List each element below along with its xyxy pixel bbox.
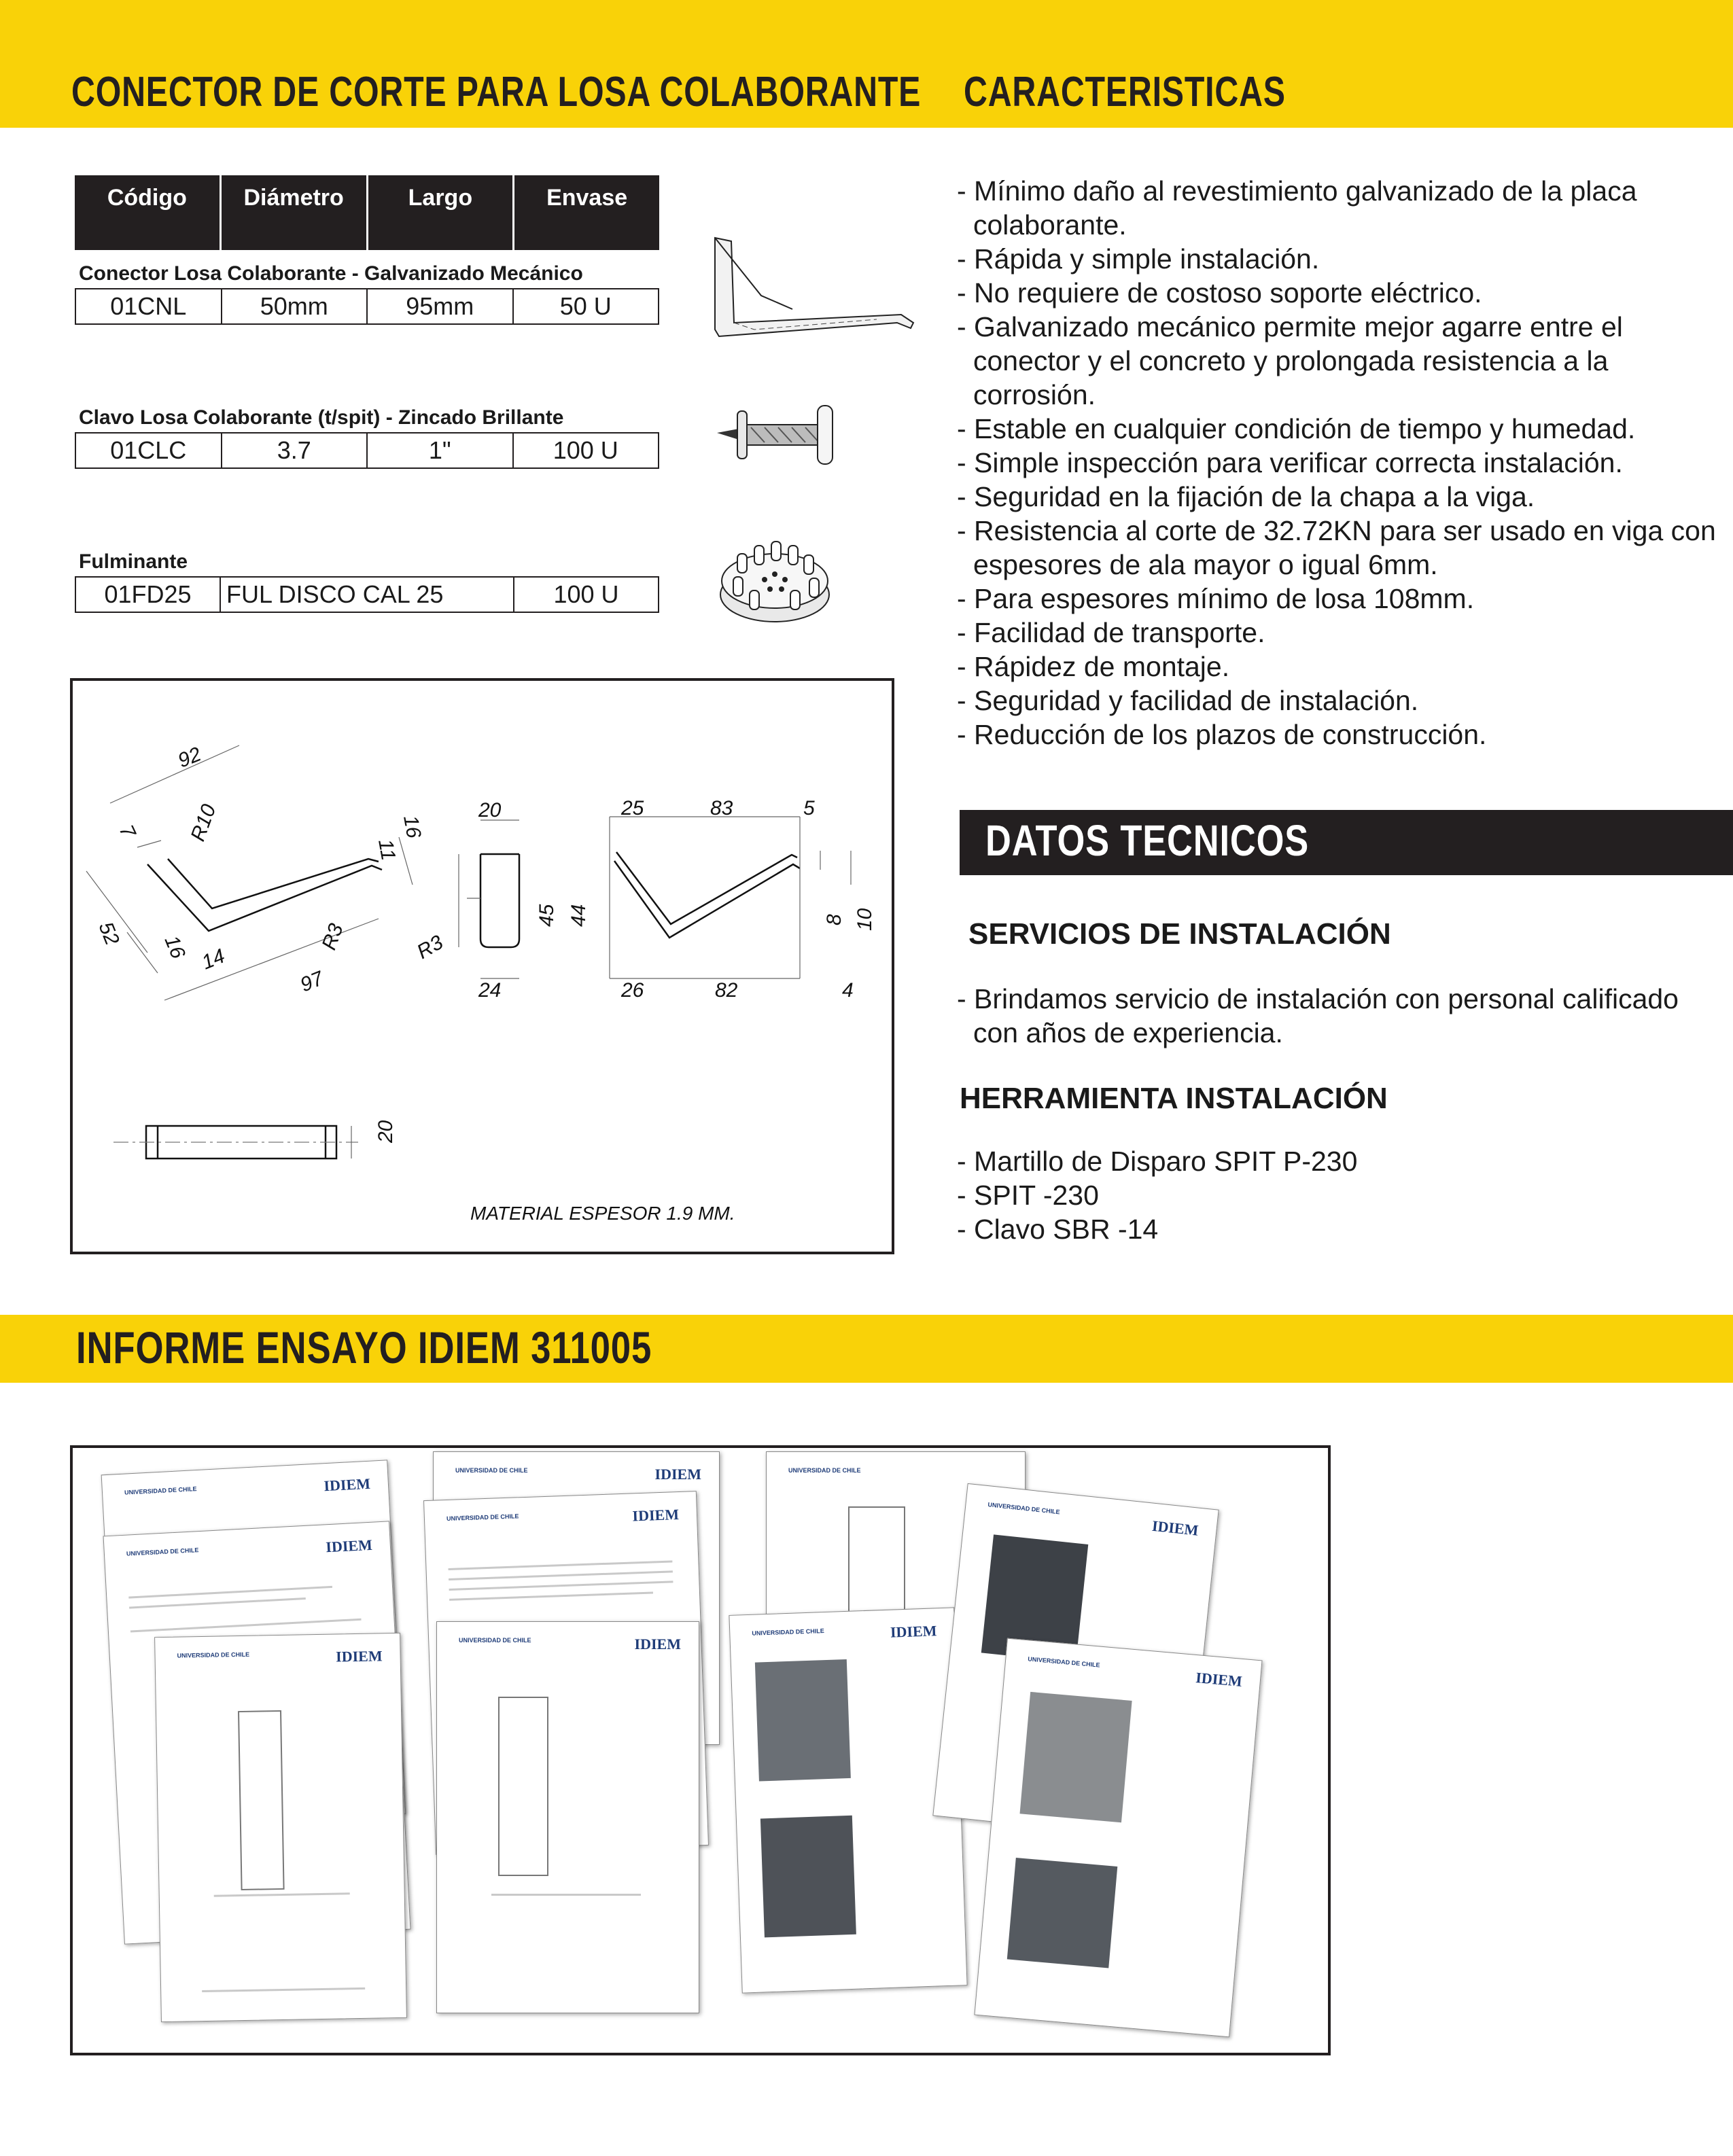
- connector-elevation-view: [614, 852, 800, 938]
- dim-label: 20: [374, 1120, 397, 1143]
- list-item: - Seguridad en la fijación de la chapa a la viga.: [957, 481, 1535, 512]
- dim-label: 92: [175, 743, 205, 773]
- fulminante-disc-image: [717, 527, 833, 629]
- services-heading: SERVICIOS DE INSTALACIÓN: [968, 917, 1391, 951]
- list-item: - Rápidez de montaje.: [957, 651, 1230, 682]
- cell-code: 01FD25: [76, 578, 221, 612]
- report-page: UNIVERSIDAD DE CHILE IDIEM: [101, 1460, 406, 1828]
- dim-label: 14: [198, 944, 228, 974]
- cell-length: 95mm: [368, 289, 514, 323]
- table-row: [75, 576, 659, 613]
- col-codigo: Código: [75, 175, 222, 250]
- product-title: CONECTOR DE CORTE PARA LOSA COLABORANTE: [71, 69, 922, 116]
- group-title-clavo: Clavo Losa Colaborante (t/spit) - Zincado Brillante: [79, 406, 564, 429]
- list-item: - Para espesores mínimo de losa 108mm.: [957, 583, 1475, 614]
- list-item: - Brindamos servicio de instalación con personal calificado con años de experiencia.: [957, 983, 1679, 1048]
- list-item: - Galvanizado mecánico permite mejor agarre entre el conector y el concreto y prolongada resistencia a la corrosión.: [957, 311, 1623, 410]
- dim-label: 45: [536, 904, 558, 927]
- dim-label: R3: [413, 931, 447, 964]
- report-collage: [70, 1445, 1331, 2055]
- dim-label: R3: [317, 921, 348, 953]
- dim-label: 7: [114, 821, 140, 842]
- tech-data-title: DATOS TECNICOS: [985, 816, 1310, 865]
- technical-drawing: [70, 678, 894, 1254]
- report-page: UNIVERSIDAD DE CHILE IDIEM: [423, 1491, 709, 1855]
- cell-code: 01CLC: [76, 434, 222, 467]
- nail-image: [710, 397, 846, 472]
- cell-diameter: 3.7: [222, 434, 368, 467]
- dim-label: 11: [374, 837, 400, 862]
- table-row: [75, 432, 659, 469]
- list-item: - Rápida y simple instalación.: [957, 243, 1320, 275]
- table-header: [75, 175, 659, 250]
- list-item: - Estable en cualquier condición de tiempo y humedad.: [957, 413, 1636, 444]
- dim-label: 16: [399, 813, 425, 841]
- list-item: - Resistencia al corte de 32.72KN para ser usado en viga con espesores de ala mayor o igual 6mm.: [957, 515, 1716, 580]
- characteristics-title: CARACTERISTICAS: [964, 69, 1286, 116]
- col-diametro: Diámetro: [222, 175, 368, 250]
- cell-code: 01CNL: [76, 289, 222, 323]
- material-note: MATERIAL ESPESOR 1.9 MM.: [470, 1203, 735, 1224]
- list-item: - SPIT -230: [957, 1180, 1099, 1211]
- group-title-conector: Conector Losa Colaborante - Galvanizado Mecánico: [79, 262, 583, 285]
- col-envase: Envase: [546, 185, 628, 211]
- tools-list: [957, 1144, 1725, 1246]
- dim-label: 25: [621, 797, 644, 819]
- list-item: - Simple inspección para verificar correcta instalación.: [957, 447, 1623, 478]
- dim-label: 44: [567, 904, 590, 927]
- dim-label: R10: [186, 801, 221, 845]
- dim-label: 5: [803, 797, 815, 819]
- dim-label: 16: [160, 932, 190, 962]
- cell-pack: 100 U: [553, 580, 619, 608]
- table-row: [75, 288, 659, 325]
- list-item: - No requiere de costoso soporte eléctrico.: [957, 277, 1482, 308]
- report-page: UNIVERSIDAD DE CHILE IDIEM: [433, 1451, 720, 1745]
- report-page: UNIVERSIDAD DE CHILE IDIEM: [974, 1638, 1262, 2038]
- connector-image: [707, 228, 917, 347]
- col-largo: Largo: [368, 175, 515, 250]
- dim-label: 52: [94, 919, 124, 949]
- services-text: [957, 982, 1725, 1050]
- cell-pack: 100 U: [553, 436, 618, 464]
- cell-diameter: 50mm: [222, 289, 368, 323]
- report-page: UNIVERSIDAD DE CHILE IDIEM: [932, 1483, 1219, 1842]
- connector-side-view: [147, 859, 382, 931]
- dim-label: 8: [823, 914, 845, 925]
- dim-label: 97: [297, 967, 327, 997]
- dim-label: 26: [621, 979, 644, 1002]
- cell-description: FUL DISCO CAL 25: [221, 578, 514, 612]
- list-item: - Seguridad y facilidad de instalación.: [957, 685, 1419, 716]
- list-item: - Clavo SBR -14: [957, 1214, 1159, 1245]
- report-page: UNIVERSIDAD DE CHILE: [766, 1451, 1026, 1765]
- dim-label: 83: [710, 797, 733, 819]
- report-page: UNIVERSIDAD DE CHILE IDIEM: [103, 1521, 411, 1944]
- dim-label: 4: [842, 979, 854, 1002]
- connector-front-view: [480, 854, 519, 947]
- list-item: - Mínimo daño al revestimiento galvanizado de la placa colaborante.: [957, 175, 1637, 241]
- dim-label: 20: [478, 799, 502, 821]
- report-page: UNIVERSIDAD DE CHILE IDIEM: [729, 1607, 967, 1993]
- drawing-canvas: [73, 681, 892, 1252]
- cell-length: 1": [368, 434, 514, 467]
- dim-label: 10: [854, 908, 876, 931]
- list-item: - Reducción de los plazos de construcción.: [957, 719, 1487, 750]
- report-title: INFORME ENSAYO IDIEM 311005: [76, 1322, 652, 1373]
- cell-pack: 50 U: [559, 292, 612, 320]
- list-item: - Facilidad de transporte.: [957, 617, 1265, 648]
- dim-label: 24: [478, 979, 502, 1002]
- report-page: UNIVERSIDAD DE CHILE IDIEM: [436, 1621, 699, 2013]
- report-page: UNIVERSIDAD DE CHILE IDIEM: [154, 1633, 407, 2022]
- dimension-lines: [86, 745, 413, 1000]
- group-title-fulminante: Fulminante: [79, 550, 188, 573]
- dim-label: 82: [715, 979, 738, 1002]
- tools-heading: HERRAMIENTA INSTALACIÓN: [960, 1082, 1388, 1115]
- characteristics-list: [957, 174, 1725, 752]
- list-item: - Martillo de Disparo SPIT P-230: [957, 1146, 1358, 1177]
